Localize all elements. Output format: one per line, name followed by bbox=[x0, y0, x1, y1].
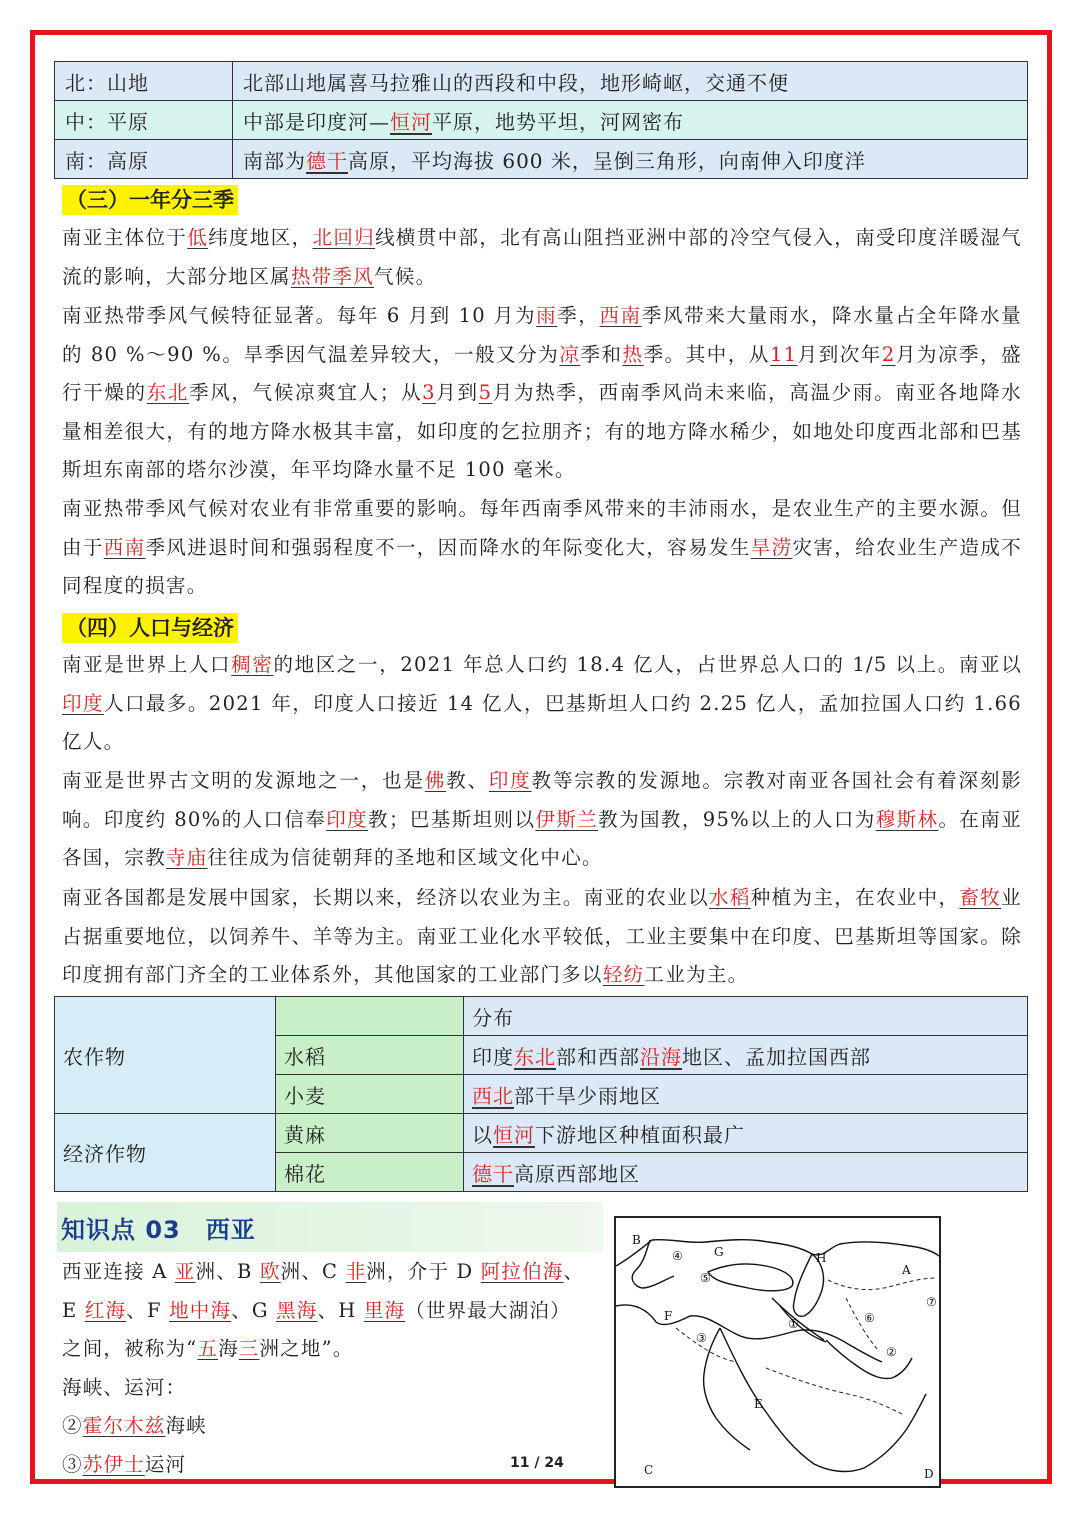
map-label-d-bottom: D bbox=[924, 1467, 934, 1481]
table-row bbox=[55, 140, 1028, 179]
paragraph: 南亚主体位于低纬度地区，北回归线横贯中部，北有高山阻挡亚洲中部的冷空气侵入，南受印度洋暖湿气流的影响，大部分地区属热带季风气候。 bbox=[62, 226, 1022, 288]
map-label-2: ② bbox=[886, 1345, 897, 1359]
text-line: ②霍尔木兹海峡 bbox=[62, 1414, 207, 1437]
map-label-g: G bbox=[714, 1245, 724, 1259]
knowledge-point-banner bbox=[57, 1202, 603, 1252]
paragraph: 南亚热带季风气候特征显著。每年 6 月到 10 月为雨季，西南季风带来大量雨水，降水量占全年降水量的 80 %～90 %。旱季因气温差异较大，一般又分为凉季和热季。其中，从11月到次年2月为凉季，盛行干燥的东北季风，气候凉爽宜人；从3月到5月为热季，西南季风尚未来临，高温少雨。南亚各地降水量相差很大，有的地方降水极其丰富，如印度的乞拉朋齐；有的地方降水稀少，如地处印度西北部和巴基斯坦东南部的塔尔沙漠，年平均降水量不足 100 毫米。 bbox=[62, 304, 1022, 482]
map-label-1: ① bbox=[788, 1317, 799, 1331]
knowledge-point-title: 知识点 03 西亚 bbox=[61, 1216, 256, 1244]
map-red-sea-west bbox=[704, 1328, 750, 1450]
map-drawing bbox=[616, 1218, 939, 1486]
table-row bbox=[55, 1114, 1028, 1153]
map-border bbox=[828, 1278, 936, 1290]
paragraph: 南亚是世界上人口稠密的地区之一，2021 年总人口约 18.4 亿人，占世界总人口的 1/5 以上。南亚以印度人口最多。2021 年，印度人口接近 14 亿人，巴基斯坦人口约 2.25 亿人，孟加拉国人口约 1.66 亿人。 bbox=[62, 653, 1022, 754]
text-line: 西亚连接 A 亚洲、B 欧洲、C 非洲，介于 D 阿拉伯海、 bbox=[62, 1260, 585, 1283]
crop-group-label: 经济作物 bbox=[55, 1114, 276, 1192]
table-row bbox=[55, 62, 1028, 101]
terrain-desc: 南部为德干高原，平均海拔 600 米，呈倒三角形，向南伸入印度洋 bbox=[233, 140, 1028, 179]
crop-name: 棉花 bbox=[276, 1153, 464, 1192]
map-black-sea bbox=[708, 1264, 793, 1291]
crop-group-label: 农作物 bbox=[55, 997, 276, 1114]
terrain-desc: 中部是印度河—恒河平原，地势平坦，河网密布 bbox=[233, 101, 1028, 140]
text-line: ③苏伊士运河 bbox=[62, 1453, 187, 1476]
map-label-4: ④ bbox=[672, 1249, 683, 1263]
map-label-c: C bbox=[644, 1463, 654, 1477]
map-coast-west bbox=[632, 1240, 674, 1288]
paragraph: 南亚是世界古文明的发源地之一，也是佛教、印度教等宗教的发源地。宗教对南亚各国社会有着深刻影响。印度约 80%的人口信奉印度教；巴基斯坦则以伊斯兰教为国教，95%以上的人口为穆斯林。在南亚各国，宗教寺庙往往成为信徒朝拜的圣地和区域文化中心。 bbox=[62, 769, 1023, 870]
map-label-5: ⑤ bbox=[700, 1271, 711, 1285]
paragraph: 南亚各国都是发展中国家，长期以来，经济以农业为主。南亚的农业以水稻种植为主，在农业中，畜牧业占据重要地位，以饲养牛、羊等为主。南亚工业化水平较低，工业主要集中在印度、巴基斯坦等国家。除印度拥有部门齐全的工业体系外，其他国家的工业部门多以轻纺工业为主。 bbox=[62, 886, 1022, 987]
crop-name: 小麦 bbox=[276, 1075, 464, 1114]
text-line: 之间，被称为“五海三洲之地”。 bbox=[62, 1337, 354, 1360]
text-line: 海峡、运河： bbox=[62, 1376, 187, 1399]
west-asia-map bbox=[614, 1216, 941, 1488]
crop-distribution: 德干高原西部地区 bbox=[464, 1153, 1028, 1192]
map-label-6: ⑥ bbox=[864, 1311, 875, 1325]
page-number: 11 / 24 bbox=[510, 1455, 564, 1471]
terrain-desc: 北部山地属喜马拉雅山的西段和中段，地形崎岖，交通不便 bbox=[233, 62, 1028, 101]
crop-distribution: 西北部干旱少雨地区 bbox=[464, 1075, 1028, 1114]
crop-header: 分布 bbox=[464, 997, 1028, 1036]
terrain-region: 中：平原 bbox=[55, 101, 233, 140]
map-coast-med bbox=[616, 1305, 882, 1362]
crop-distribution: 印度东北部和西部沿海地区、孟加拉国西部 bbox=[464, 1036, 1028, 1075]
map-label-b: B bbox=[632, 1233, 641, 1247]
map-label-3: ③ bbox=[696, 1331, 707, 1345]
section-4-heading: （四）人口与经济 bbox=[62, 613, 238, 643]
map-label-7: ⑦ bbox=[926, 1295, 937, 1309]
table-row bbox=[55, 101, 1028, 140]
crop-name: 水稻 bbox=[276, 1036, 464, 1075]
terrain-region: 南：高原 bbox=[55, 140, 233, 179]
crop-table bbox=[54, 996, 1028, 1192]
map-border bbox=[766, 1368, 902, 1414]
text-line: E 红海、F 地中海、G 黑海、H 里海（世界最大湖泊） bbox=[62, 1299, 571, 1322]
map-label-a: A bbox=[902, 1263, 911, 1277]
map-label-f: F bbox=[664, 1309, 673, 1323]
crop-name: 黄麻 bbox=[276, 1114, 464, 1153]
terrain-region: 北：山地 bbox=[55, 62, 233, 101]
crop-distribution: 以恒河下游地区种植面积最广 bbox=[464, 1114, 1028, 1153]
paragraph: 南亚热带季风气候对农业有非常重要的影响。每年西南季风带来的丰沛雨水，是农业生产的主要水源。但由于西南季风进退时间和强弱程度不一，因而降水的年际变化大，容易发生旱涝灾害，给农业生产造成不同程度的损害。 bbox=[62, 497, 1022, 598]
terrain-table bbox=[54, 61, 1028, 179]
crop-name bbox=[276, 997, 464, 1036]
map-label-h: H bbox=[816, 1251, 827, 1265]
map-coast-north bbox=[616, 1240, 939, 1266]
section-3-heading: （三）一年分三季 bbox=[62, 185, 238, 215]
table-row bbox=[55, 997, 1028, 1036]
map-label-e: E bbox=[754, 1397, 763, 1411]
map-persian-gulf bbox=[826, 1340, 912, 1379]
